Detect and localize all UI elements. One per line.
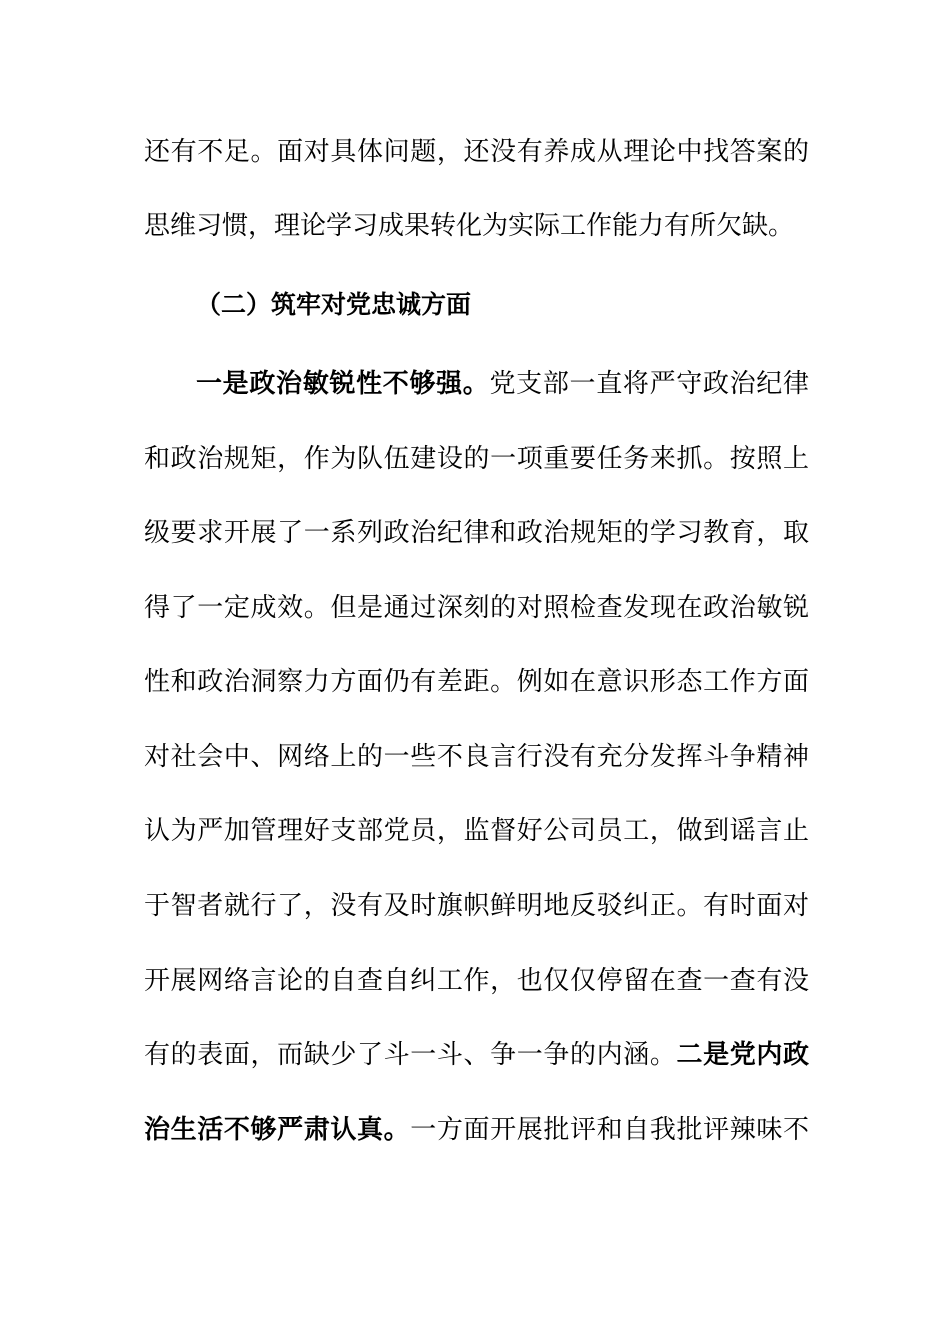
paragraph-line: 对社会中、网络上的一些不良言行没有充分发挥斗争精神: [144, 742, 809, 772]
paragraph-line: 性和政治洞察力方面仍有差距。例如在意识形态工作方面: [144, 667, 809, 697]
paragraph-line: [196, 364, 809, 404]
paragraph-line: 还有不足。面对具体问题，还没有养成从理论中找答案的: [144, 137, 809, 167]
paragraph-line: 级要求开展了一系列政治纪律和政治规矩的学习教育，取: [144, 518, 809, 548]
paragraph-line: 得了一定成效。但是通过深刻的对照检查发现在政治敏锐: [144, 593, 809, 623]
paragraph-line: 认为严加管理好支部党员，监督好公司员工，做到谣言止: [144, 816, 809, 846]
bold-lead-phrase: 一是政治敏锐性不够强。: [196, 369, 490, 399]
bold-lead-phrase: 二是党内政: [676, 1040, 809, 1070]
paragraph-text: 有的表面，而缺少了斗一斗、争一争的内涵。: [144, 1040, 677, 1070]
bold-lead-phrase: 治生活不够严肃认真。: [144, 1115, 411, 1145]
paragraph-line: [144, 1035, 809, 1075]
paragraph-line: 和政治规矩，作为队伍建设的一项重要任务来抓。按照上: [144, 444, 809, 474]
paragraph-text: 党支部一直将严守政治纪律: [489, 369, 809, 399]
paragraph-line: 开展网络言论的自查自纠工作，也仅仅停留在查一查有没: [144, 966, 809, 996]
paragraph-text: 一方面开展批评和自我批评辣味不: [410, 1115, 809, 1145]
paragraph-line: 于智者就行了，没有及时旗帜鲜明地反驳纠正。有时面对: [144, 891, 809, 921]
paragraph-line: [144, 1110, 809, 1150]
section-heading: （二）筑牢对党忠诚方面: [196, 290, 472, 319]
paragraph-line: 思维习惯，理论学习成果转化为实际工作能力有所欠缺。: [144, 211, 795, 241]
